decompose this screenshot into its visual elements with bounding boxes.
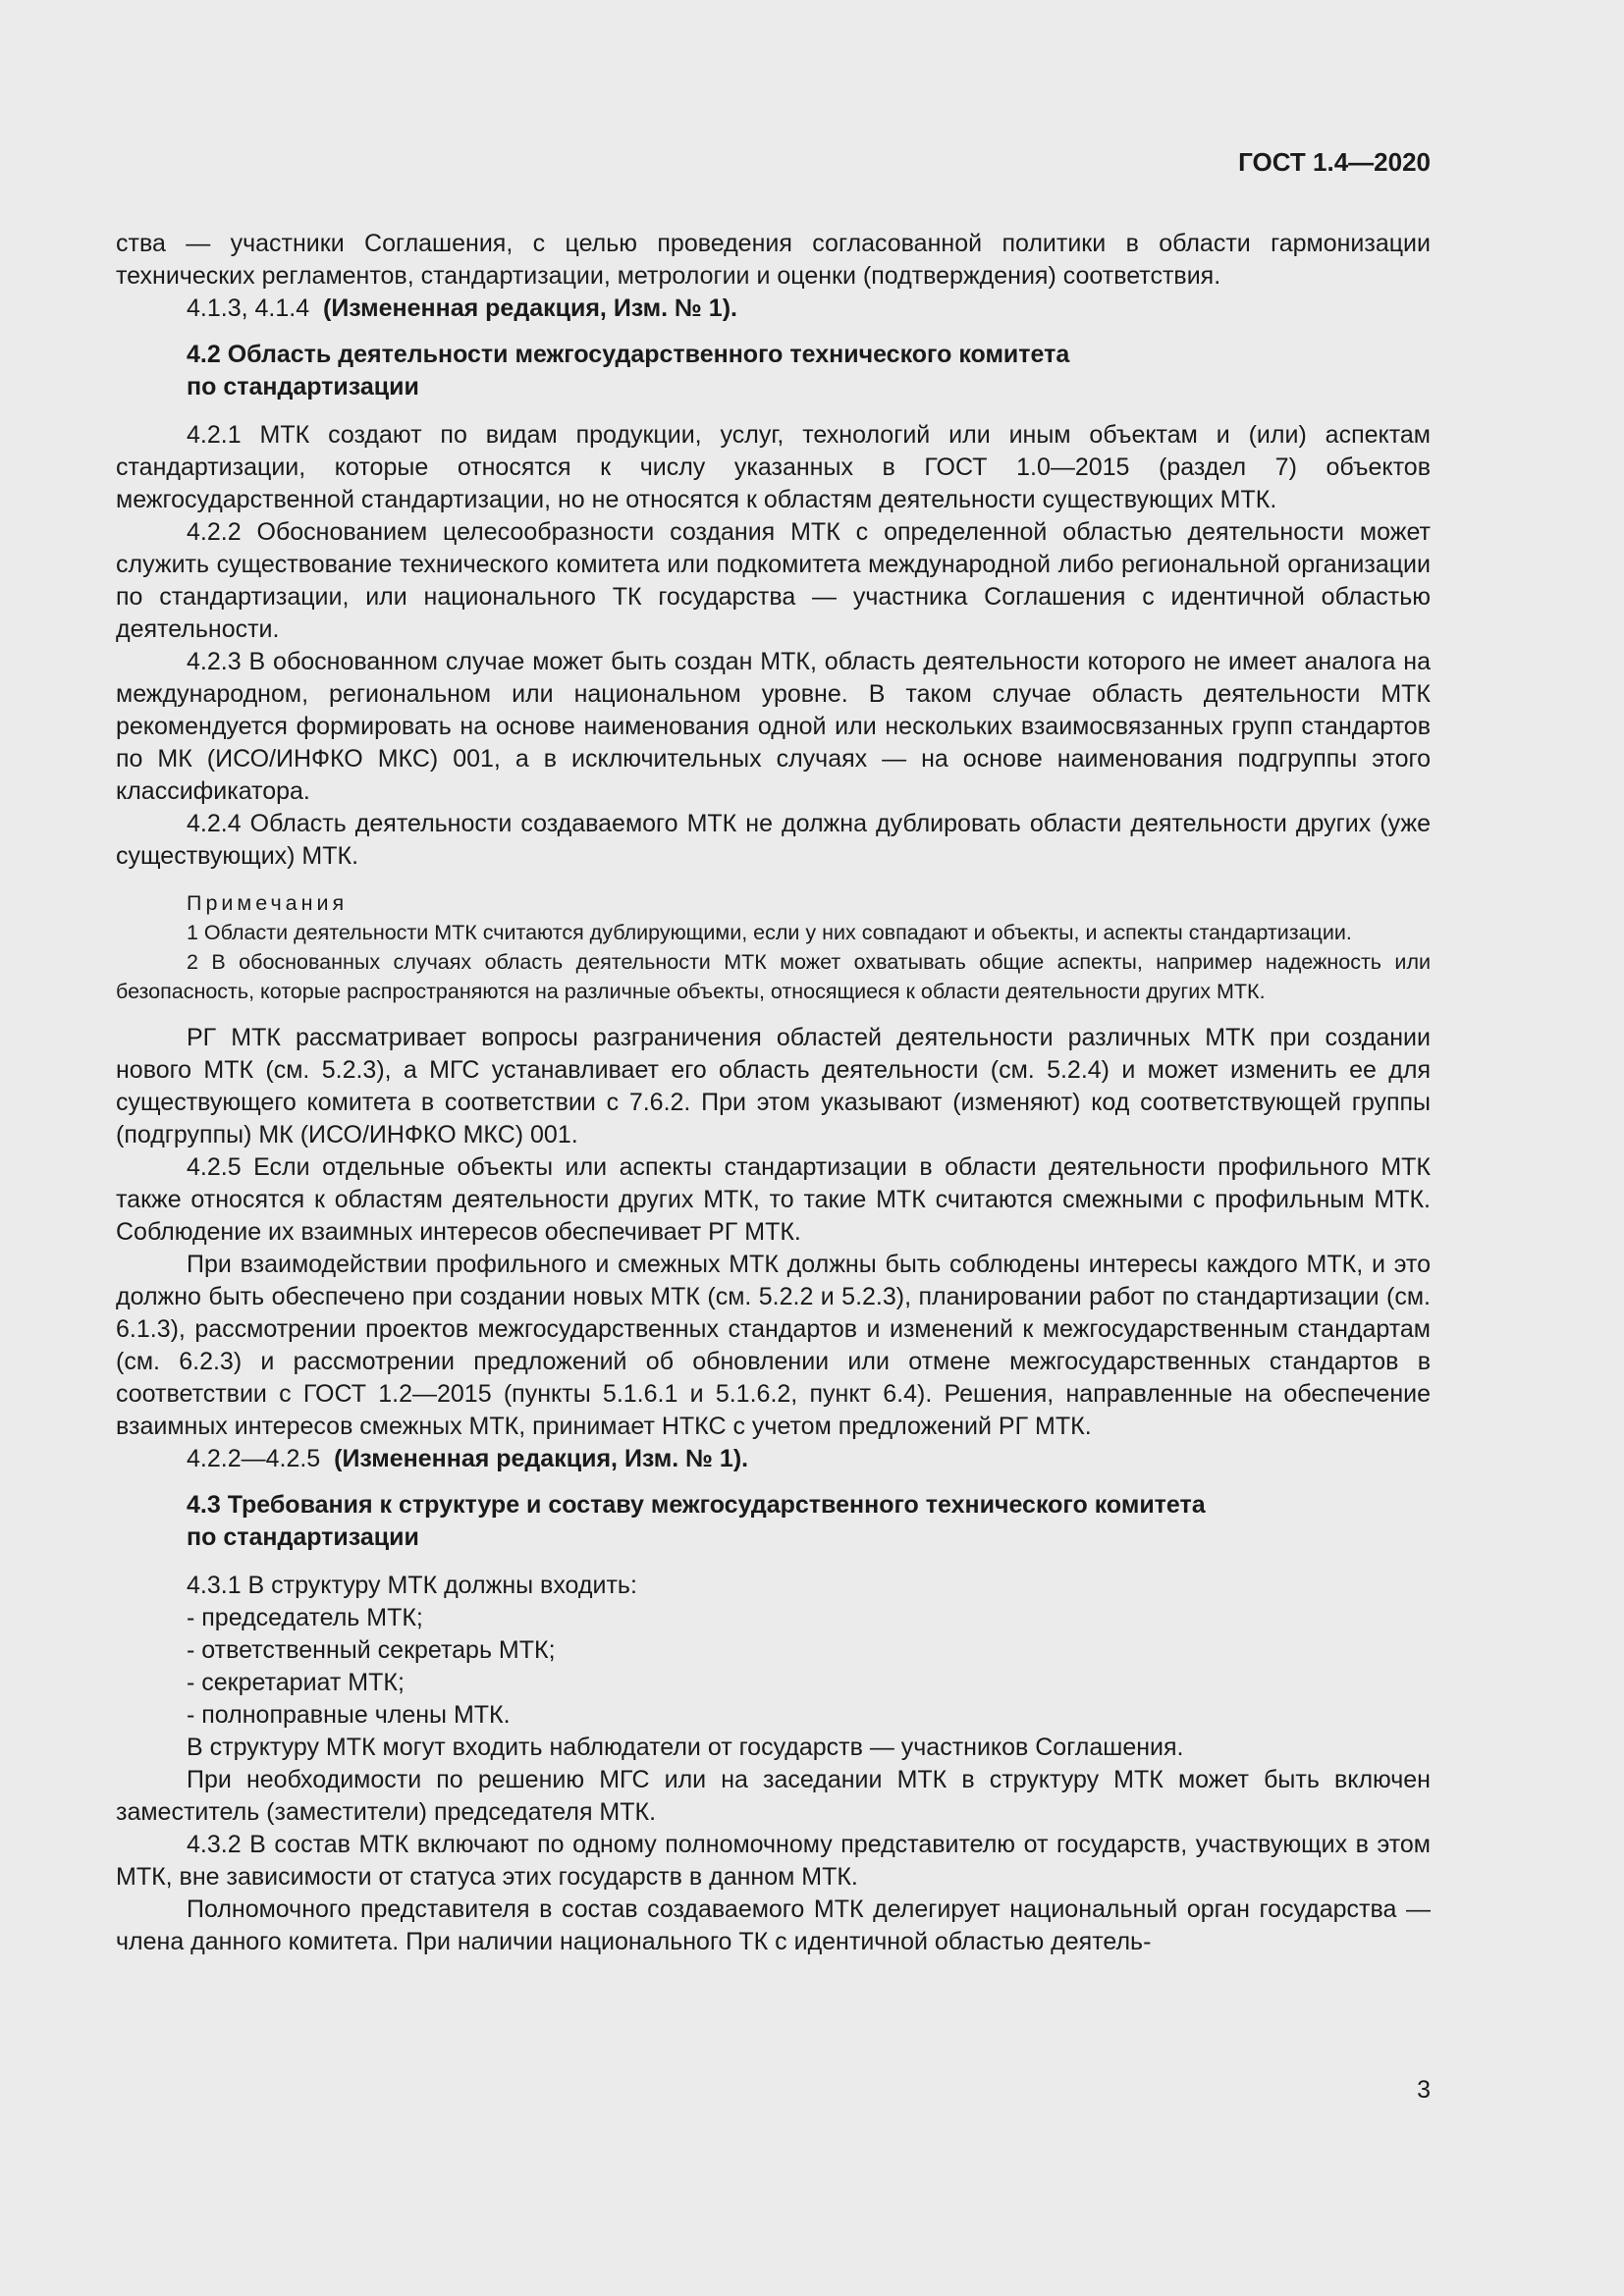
page-number: 3 (1417, 2076, 1431, 2104)
paragraph-4-3-1: 4.3.1 В структуру МТК должны входить: (187, 1572, 637, 1599)
section-heading-4-3 (187, 1489, 1296, 1554)
structure-list (116, 1602, 1431, 1732)
amendment-text: (Измененная редакция, Изм. № 1). (334, 1445, 749, 1472)
section-heading-4-2 (187, 339, 1296, 403)
note-1: 1 Области деятельности МТК считаются дублирующими, если у них совпадают и объекты, и аспекты стандартизации. (187, 921, 1352, 944)
paragraph: ства — участники Соглашения, с целью проведения согласованной политики в области гармонизации технических регламентов, стандартизации, метрологии и оценки (подтверждения) соответствия. (116, 230, 1431, 290)
amendment-line (116, 1443, 1431, 1475)
amendment-line (116, 293, 1431, 325)
list-item: - ответственный секретарь МТК; (187, 1636, 556, 1664)
section-title-line: 4.3 Требования к структуре и составу межгосударственного технического комитета (187, 1491, 1206, 1519)
amendment-ref: 4.1.3, 4.1.4 (187, 294, 310, 322)
section-title-line: 4.2 Область деятельности межгосударственного технического комитета (187, 341, 1070, 368)
paragraph: Полномочного представителя в состав создаваемого МТК делегирует национальный орган государства — члена данного комитета. При наличии национального ТК с идентичной областью деятель- (116, 1896, 1431, 1955)
paragraph-4-2-2: 4.2.2 Обоснованием целесообразности создания МТК с определенной областью деятельности может служить существование технического комитета или подкомитета международной либо региональной организации по стандартизации, или национального ТК государства — участника Соглашения с идентичной областью деятельности. (116, 518, 1431, 643)
paragraph-4-3-2: 4.3.2 В состав МТК включают по одному полномочному представителю от государств, участвующих в этом МТК, вне зависимости от статуса этих государств в данном МТК. (116, 1831, 1431, 1891)
notes-block (116, 888, 1431, 1006)
paragraph-4-2-5: 4.2.5 Если отдельные объекты или аспекты стандартизации в области деятельности профильного МТК также относятся к областям деятельности других МТК, то такие МТК считаются смежными с профильным МТК. Соблюдение их взаимных интересов обеспечивает РГ МТК. (116, 1153, 1431, 1246)
paragraph: При необходимости по решению МГС или на заседании МТК в структуру МТК может быть включен заместитель (заместители) председателя МТК. (116, 1766, 1431, 1826)
paragraph-4-2-1: 4.2.1 МТК создают по видам продукции, услуг, технологий или иным объектам и (или) аспектам стандартизации, которые относятся к числу указанных в ГОСТ 1.0—2015 (раздел 7) объектов межгосударственной стандартизации, но не относятся к областям деятельности существующих МТК. (116, 421, 1431, 513)
note-2: 2 В обоснованных случаях область деятельности МТК может охватывать общие аспекты, например надежность или безопасность, которые распространяются на различные объекты, относящиеся к области деятельности других МТК. (116, 950, 1431, 1003)
list-item: - полноправные члены МТК. (187, 1701, 511, 1729)
page-content (116, 228, 1431, 1958)
list-item: - председатель МТК; (187, 1604, 423, 1631)
list-item: - секретариат МТК; (187, 1669, 405, 1696)
paragraph: В структуру МТК могут входить наблюдатели от государств — участников Соглашения. (187, 1734, 1184, 1761)
paragraph-4-2-4: 4.2.4 Область деятельности создаваемого МТК не должна дублировать области деятельности других (уже существующих) МТК. (116, 810, 1431, 870)
paragraph: РГ МТК рассматривает вопросы разграничения областей деятельности различных МТК при создании нового МТК (см. 5.2.3), а МГС устанавливает его область деятельности (см. 5.2.4) и может изменить ее для существующего комитета в соответствии с 7.6.2. При этом указывают (изменяют) код соответствующей группы (подгруппы) МК (ИСО/ИНФКО МКС) 001. (116, 1024, 1431, 1148)
section-title-line: по стандартизации (187, 373, 419, 400)
notes-title: Примечания (187, 891, 349, 915)
document-code-header: ГОСТ 1.4—2020 (1238, 147, 1431, 177)
paragraph-4-2-3: 4.2.3 В обоснованном случае может быть создан МТК, область деятельности которого не имеет аналога на международном, региональном или национальном уровне. В таком случае область деятельности МТК рекомендуется формировать на основе наименования одной или нескольких взаимосвязанных групп стандартов по МК (ИСО/ИНФКО МКС) 001, а в исключительных случаях — на основе наименования подгруппы этого классификатора. (116, 648, 1431, 805)
amendment-text: (Измененная редакция, Изм. № 1). (323, 294, 737, 322)
paragraph: При взаимодействии профильного и смежных МТК должны быть соблюдены интересы каждого МТК, и это должно быть обеспечено при создании новых МТК (см. 5.2.2 и 5.2.3), планировании работ по стандартизации (см. 6.1.3), рассмотрении проектов межгосударственных стандартов и изменений к межгосударственным стандартам (см. 6.2.3) и рассмотрении предложений об обновлении или отмене межгосударственных стандартов в соответствии с ГОСТ 1.2—2015 (пункты 5.1.6.1 и 5.1.6.2, пункт 6.4). Решения, направленные на обеспечение взаимных интересов смежных МТК, принимает НТКС с учетом предложений РГ МТК. (116, 1251, 1431, 1440)
section-title-line: по стандартизации (187, 1523, 419, 1551)
amendment-ref: 4.2.2—4.2.5 (187, 1445, 321, 1472)
